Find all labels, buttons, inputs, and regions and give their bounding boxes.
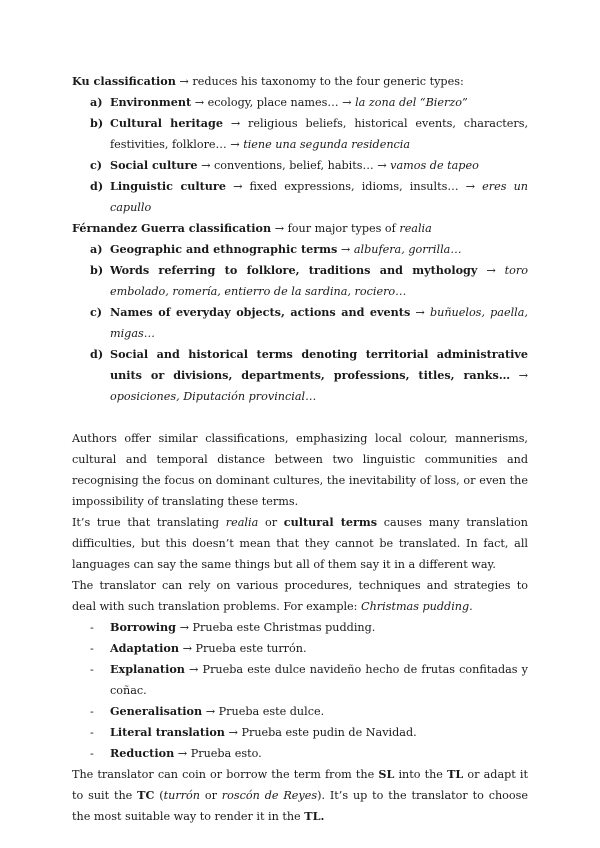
paragraph bbox=[72, 575, 528, 617]
text-run: Environment bbox=[110, 95, 192, 109]
text-run: → religious beliefs, historical events, characters, festivities, folklore… → bbox=[110, 117, 528, 151]
text-run: Geographic and ethnographic terms bbox=[110, 242, 338, 256]
text-run: → Prueba este pudin de Navidad. bbox=[224, 726, 417, 739]
text-run: or adapt it to suit the bbox=[72, 768, 528, 802]
text-run: . bbox=[469, 600, 473, 613]
list-marker: c) bbox=[90, 158, 103, 172]
text-run: Social culture bbox=[110, 158, 198, 172]
list-marker: - bbox=[90, 663, 94, 676]
text-run: → ecology, place names… → bbox=[191, 96, 356, 109]
text-run: → bbox=[410, 306, 430, 319]
list-marker: - bbox=[90, 705, 94, 718]
text-run: → fixed expressions, idioms, insults… → bbox=[225, 180, 483, 193]
text-run: Names of everyday objects, actions and events bbox=[110, 305, 411, 319]
text-run: realia bbox=[399, 222, 432, 235]
text-run: Literal translation bbox=[110, 725, 225, 739]
text-run: ). It’s up to the translator to choose the most suitable way to render it in the bbox=[72, 789, 528, 823]
list-item bbox=[72, 659, 528, 701]
list-item bbox=[72, 113, 528, 155]
text-run: → bbox=[337, 243, 354, 256]
text-run: toro embolado, romería, entierro de la sardina, rociero… bbox=[110, 264, 528, 298]
list-marker: b) bbox=[90, 116, 104, 130]
list-marker: - bbox=[90, 642, 94, 655]
text-run: → Prueba este dulce navideño hecho de frutas confitadas y coñac. bbox=[110, 663, 528, 697]
text-run: Adaptation bbox=[110, 641, 180, 655]
text-run: cultural terms bbox=[283, 515, 378, 529]
text-run: buñuelos, paella, migas… bbox=[110, 306, 528, 340]
text-run: Authors offer similar classifications, emphasizing local colour, mannerisms, cultural and temporal distance between two linguistic communities and recognising the focus on dominant cultures, the inevitability of loss, or even the impossibility of translating these terms. bbox=[72, 432, 528, 508]
text-run: The translator can coin or borrow the term from the bbox=[72, 768, 379, 781]
paragraph bbox=[72, 764, 528, 827]
list-item bbox=[72, 617, 528, 638]
paragraph bbox=[72, 218, 528, 239]
paragraph bbox=[72, 71, 528, 92]
text-run: It’s true that translating bbox=[72, 516, 226, 529]
text-run: TC bbox=[137, 788, 155, 802]
document-body bbox=[72, 71, 528, 827]
text-run: → conventions, belief, habits… → bbox=[197, 159, 391, 172]
text-run: la zona del “Bierzo” bbox=[355, 96, 468, 109]
list-marker: b) bbox=[90, 263, 104, 277]
list-item bbox=[72, 344, 528, 407]
text-run: SL bbox=[378, 767, 395, 781]
list-marker: c) bbox=[90, 305, 103, 319]
text-run: Generalisation bbox=[110, 704, 203, 718]
paragraph bbox=[72, 428, 528, 512]
list-item bbox=[72, 722, 528, 743]
list-item bbox=[72, 701, 528, 722]
text-run: turrón bbox=[163, 789, 200, 802]
text-run: TL bbox=[447, 767, 464, 781]
text-run: albufera, gorrilla… bbox=[353, 243, 462, 256]
text-run: → Prueba esto. bbox=[174, 747, 262, 760]
text-run: Férnandez Guerra classification bbox=[72, 221, 272, 235]
list-marker: - bbox=[90, 747, 94, 760]
text-run: Borrowing bbox=[110, 620, 177, 634]
text-run: Explanation bbox=[110, 662, 185, 676]
text-run: or bbox=[199, 789, 222, 802]
text-run: Cultural heritage bbox=[110, 116, 223, 130]
list-item bbox=[72, 638, 528, 659]
text-run: → reduces his taxonomy to the four generic types: bbox=[175, 75, 464, 88]
text-run: → bbox=[510, 369, 528, 382]
text-run: Reduction bbox=[110, 746, 175, 760]
list-marker: - bbox=[90, 621, 94, 634]
text-run: → Prueba este Christmas pudding. bbox=[176, 621, 376, 634]
text-run: Ku classification bbox=[72, 74, 176, 88]
text-run: realia bbox=[225, 516, 259, 529]
text-run: oposiciones, Diputación provincial… bbox=[110, 390, 317, 403]
text-run: The translator can rely on various procedures, techniques and strategies to deal with such translation problems. For example: bbox=[72, 579, 528, 613]
text-run: or bbox=[258, 516, 284, 529]
list-marker: d) bbox=[90, 347, 104, 361]
list-marker: - bbox=[90, 726, 94, 739]
text-run: causes many translation difficulties, but this doesn’t mean that they cannot be translated. In fact, all languages can say the same things but all of them say it in a different way. bbox=[72, 516, 528, 571]
text-run: TL. bbox=[304, 809, 325, 823]
list-item bbox=[72, 92, 528, 113]
list-item bbox=[72, 176, 528, 218]
text-run: into the bbox=[394, 768, 448, 781]
list-marker: d) bbox=[90, 179, 104, 193]
list-item bbox=[72, 302, 528, 344]
list-item bbox=[72, 155, 528, 176]
text-run: Words referring to folklore, traditions and mythology bbox=[110, 263, 478, 277]
text-run: → Prueba este turrón. bbox=[179, 642, 307, 655]
blank-line bbox=[72, 407, 528, 428]
text-run: Christmas pudding bbox=[361, 600, 470, 613]
text-run: Linguistic culture bbox=[110, 179, 226, 193]
text-run: → bbox=[477, 264, 505, 277]
text-run: tiene una segunda residencia bbox=[243, 138, 411, 151]
list-marker: a) bbox=[90, 95, 103, 109]
text-run: vamos de tapeo bbox=[390, 159, 479, 172]
text-run: Social and historical terms denoting territorial administrative units or divisions, departments, professions, titles, ranks… bbox=[110, 347, 528, 382]
paragraph bbox=[72, 512, 528, 575]
list-item bbox=[72, 239, 528, 260]
list-item bbox=[72, 743, 528, 764]
list-marker: a) bbox=[90, 242, 103, 256]
text-run: eres un capullo bbox=[110, 180, 528, 214]
text-run: → Prueba este dulce. bbox=[202, 705, 325, 718]
text-run: roscón de Reyes bbox=[221, 789, 318, 802]
text-run: ( bbox=[154, 789, 164, 802]
text-run: → four major types of bbox=[271, 222, 400, 235]
list-item bbox=[72, 260, 528, 302]
